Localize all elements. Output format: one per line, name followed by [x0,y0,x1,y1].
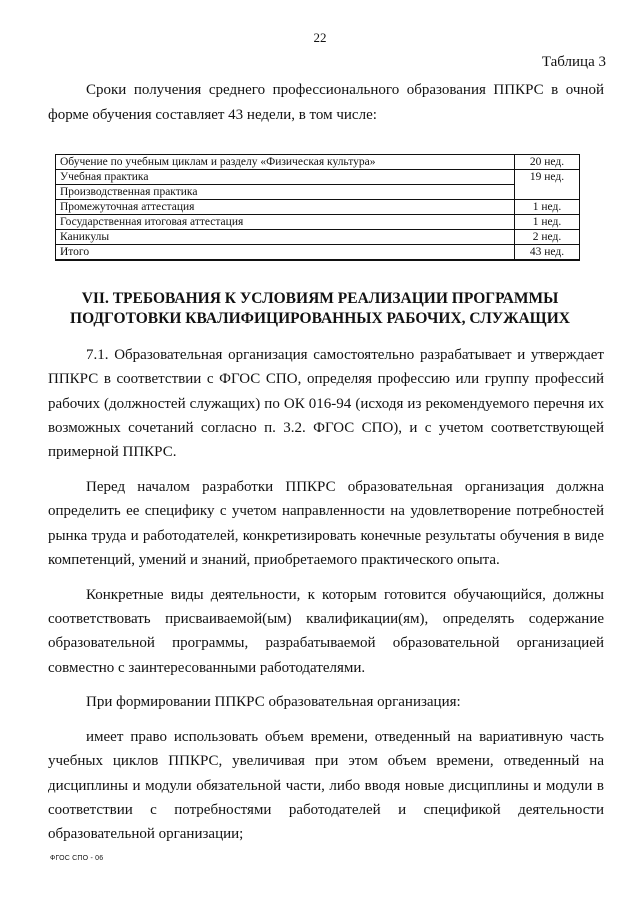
table-label: Таблица 3 [541,54,606,70]
study-duration-table [55,154,580,261]
row-label: Учебная практика [56,170,515,185]
row-value: 1 нед. [515,215,580,230]
page-number: 22 [313,30,327,45]
row-label: Каникулы [56,230,515,245]
table-row [56,200,580,215]
row-value: 20 нед. [515,155,580,170]
table-row [56,215,580,230]
row-label: Обучение по учебным циклам и разделу «Физическая культура» [56,155,515,170]
table-row [56,155,580,170]
table-row [56,170,580,185]
paragraph: Перед началом разработки ППКРС образовательная организация должна определить ее специфику с учетом направленности на удовлетворение потребностей рынка труда и работодателей, конкретизировать конечные результаты обучения в виде компетенций, умений и знаний, приобретаемого практического опыта. [48,478,604,568]
row-value: 43 нед. [515,245,580,261]
row-label: Промежуточная аттестация [56,200,515,215]
section-body [48,343,604,857]
paragraph: Конкретные виды деятельности, к которым готовится обучающийся, должны соответствовать присваиваемой(ым) квалификации(ям), определять содержание образовательной программы, разрабатываемой образовательной организацией совместно с заинтересованными работодателями. [48,586,604,676]
row-label: Производственная практика [56,185,515,200]
row-value: 1 нед. [515,200,580,215]
row-label: Итого [56,245,515,261]
paragraph: При формировании ППКРС образовательная организация: [86,694,461,711]
row-value: 2 нед. [515,230,580,245]
table-row [56,185,580,200]
footer-code: ФГОС СПО - 06 [50,855,104,862]
table-row-total [56,245,580,261]
row-value: 19 нед. [515,170,580,200]
section-heading [60,289,580,329]
intro-paragraph: Сроки получения среднего профессионального образования ППКРС в очной форме обучения составляет 43 недели, в том числе: [48,82,604,123]
section-heading-line2: ПОДГОТОВКИ КВАЛИФИЦИРОВАННЫХ РАБОЧИХ, СЛУЖАЩИХ [70,310,570,327]
row-label: Государственная итоговая аттестация [56,215,515,230]
section-heading-line1: VII. ТРЕБОВАНИЯ К УСЛОВИЯМ РЕАЛИЗАЦИИ ПРОГРАММЫ [81,290,559,307]
paragraph: имеет право использовать объем времени, отведенный на вариативную часть учебных циклов ППКРС, увеличивая при этом объем времени, отведенный на дисциплины и модули обязательной части, либо вводя новые дисциплины и модули в соответствии с потребностями работодателей и спецификой деятельности образовательной организации; [48,729,604,843]
paragraph: 7.1. Образовательная организация самостоятельно разрабатывает и утверждает ППКРС в соответствии с ФГОС СПО, определяя профессию или группу профессий рабочих (должностей служащих) по ОК 016-94 (исходя из рекомендуемого перечня их возможных сочетаний согласно п. 3.2. ФГОС СПО), и с учетом соответствующей примерной ППКРС. [48,347,604,461]
table-row [56,230,580,245]
